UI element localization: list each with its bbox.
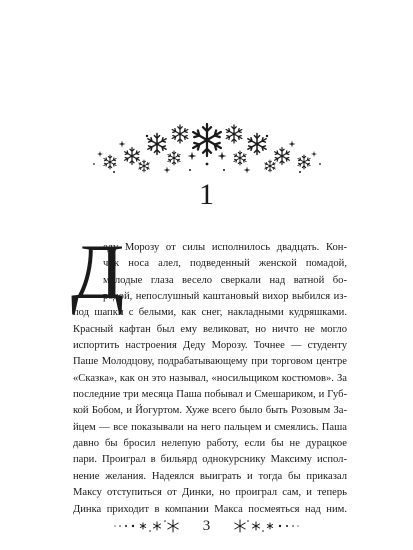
text-line: Динка приходит в компании Макса посмеяться над ним. <box>73 503 347 515</box>
text-line: пари. Проиграл в бильярд однокурснику Максиму испол- <box>73 454 347 466</box>
text-line: «Сказка», как он это называл, «носильщиком костюмов». За <box>73 372 347 384</box>
drop-cap: Д <box>71 228 125 315</box>
text-line: последние три месяца Паша побывал и Смешариком, и Губ- <box>73 389 347 401</box>
text-line: нение желания. Надеялся выиграть и тогда бы приказал <box>73 470 347 482</box>
chapter-body <box>73 240 347 518</box>
page-number: 3 <box>202 518 211 534</box>
text-line: под шапки с белыми, как снег, накладными кудряшками. <box>73 307 347 319</box>
snowflake-garland-icon <box>92 118 322 176</box>
page-footer <box>0 514 413 538</box>
text-line: Красный кафтан был ему великоват, но ничто не могло <box>73 323 347 335</box>
text-line: Максу отступиться от Динки, но проиграл сам, и теперь <box>73 487 347 499</box>
snowflake-border-icon <box>232 518 300 534</box>
text-line: чик носа алел, подведенный женской помадой, <box>103 258 347 270</box>
text-line: родой, непослушный каштановый вихор выбился из- <box>103 291 347 303</box>
text-line: Паше Молодцову, подрабатывающему при торговом центре <box>73 356 347 368</box>
chapter-number: 1 <box>199 178 214 211</box>
text-line: еду Морозу от силы исполнилось двадцать. Кон- <box>103 242 347 253</box>
text-line: давно бы бросил нелепую работу, если бы не дурацкое <box>73 438 347 450</box>
text-line: кой Бобом, и Йогуртом. Хуже всего было быть Розовым За- <box>73 405 347 417</box>
text-line: йцем — все показывали на него пальцем и смеялись. Паша <box>73 421 347 433</box>
text-line: молодые глаза весело сверкали над ватной бо- <box>103 274 347 286</box>
text-line: испортить настроения Деду Морозу. Точнее — студенту <box>73 340 347 352</box>
